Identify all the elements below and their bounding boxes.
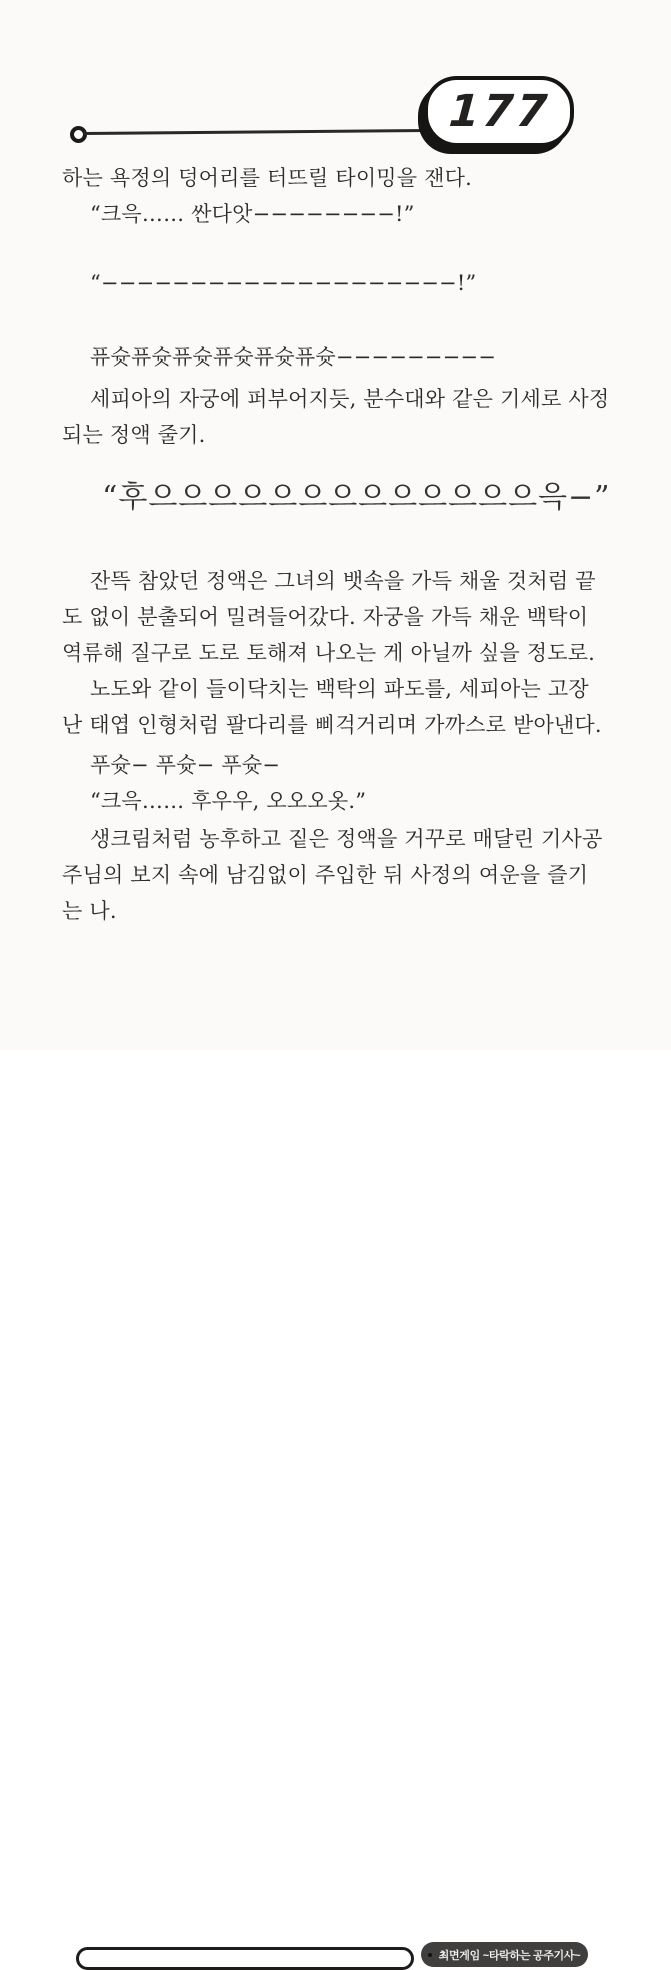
page-header: [0, 0, 671, 150]
text-line: 역류해 질구로 도로 토해져 나오는 게 아닐까 싶을 정도로.: [62, 641, 596, 665]
text-line: 퓨슛퓨슛퓨슛퓨슛퓨슛퓨슛−−−−−−−−−: [90, 345, 496, 369]
text-line: 생크림처럼 농후하고 짙은 정액을 거꾸로 매달린 기사공: [90, 827, 603, 851]
dot-icon: [428, 1953, 432, 1957]
text-line: “크윽…… 후우우, 오오오옷.”: [90, 789, 367, 813]
text-line: 난 태엽 인형처럼 팔다리를 삐걱거리며 가까스로 받아낸다.: [62, 713, 602, 737]
page-number: 177: [446, 86, 552, 137]
text-line: 세피아의 자궁에 퍼부어지듯, 분수대와 같은 기세로 사정: [90, 387, 610, 411]
text-line: 하는 욕정의 덩어리를 터뜨릴 타이밍을 잰다.: [62, 166, 472, 190]
page-footer: [0, 960, 671, 1962]
page-number-badge: [424, 76, 574, 147]
series-title: 최면게임 ~타락하는 공주기사~: [438, 1949, 581, 1962]
header-rule-line: [84, 129, 428, 135]
series-title-badge: [421, 1942, 588, 1967]
text-line: 잔뜩 참았던 정액은 그녀의 뱃속을 가득 채울 것처럼 끝: [90, 569, 596, 593]
text-line: “크윽…… 싼다앗−−−−−−−−!”: [90, 202, 415, 226]
text-line: 되는 정액 줄기.: [62, 423, 206, 447]
text-line: “−−−−−−−−−−−−−−−−−−−−!”: [90, 271, 477, 295]
text-line: 는 나.: [62, 899, 117, 923]
text-line: 도 없이 분출되어 밀려들어갔다. 자궁을 가득 채운 백탁이: [62, 605, 589, 629]
text-line: 노도와 같이 들이닥치는 백탁의 파도를, 세피아는 고장: [90, 677, 589, 701]
body-text: [62, 160, 622, 929]
text-line: 주님의 보지 속에 남김없이 주입한 뒤 사정의 여운을 즐기: [62, 863, 589, 887]
text-line: 푸슛− 푸슛− 푸슛−: [90, 753, 281, 777]
footer-blank-bar: [76, 1947, 414, 1970]
text-line-emphasis: “후으으으으으으으으으으으으으윽−”: [102, 480, 611, 515]
